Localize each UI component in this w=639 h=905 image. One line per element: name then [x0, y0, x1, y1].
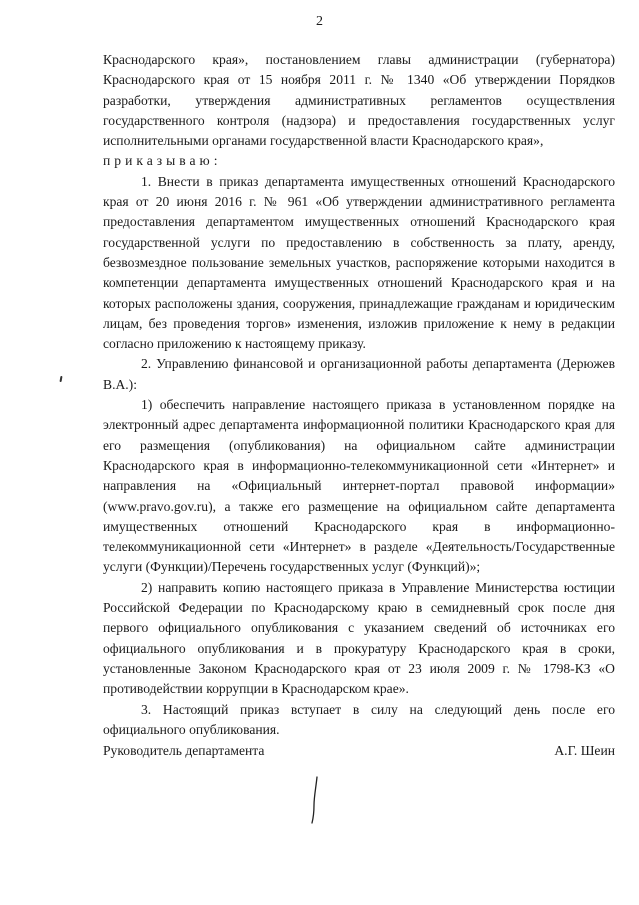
paragraph-order-word: приказываю: [103, 153, 222, 169]
paragraph-item-2-2: 2) направить копию настоящего приказа в Управление Министерства юстиции Российской Федерации по Краснодарскому краю в семидневный срок после дня первого официального опубликования с указанием сведений об источниках его официального опубликования и в прокуратуру Краснодарского края в сроки, установленные Законом Краснодарского края от 23 июля 2009 г. № 1798-КЗ «О противодействии коррупции в Краснодарском крае». [103, 579, 615, 697]
paragraph-intro: Краснодарского края», постановлением главы администрации (губернатора) Краснодарского края от 15 ноября 2011 г. № 1340 «Об утверждении Порядков разработки, утверждения административных регламентов осуществления государственного контроля (надзора) и предоставления государственных услуг исполнительными органами государственной власти Краснодарского края», [103, 52, 615, 149]
handwritten-signature-mark [308, 775, 322, 825]
margin-mark [59, 376, 62, 382]
paragraph-item-2: 2. Управлению финансовой и организационной работы департамента (Дерюжев В.А.): [103, 356, 615, 392]
page-number: 2 [316, 14, 323, 29]
document-body [103, 50, 615, 740]
paragraph-item-1: 1. Внести в приказ департамента имущественных отношений Краснодарского края от 20 июня 2016 г. № 961 «Об утверждении административного регламента предоставления департаментом имущественных отношений Краснодарского края государственной услуги по предоставлению в собственность за плату, аренду, безвозмездное пользование земельных участков, распоряжение которыми находится в компетенции департамента имущественных отношений Краснодарского края и на которых расположены здания, сооружения, принадлежащие гражданам и юридическим лицам, без проведения торгов» изменения, изложив приложение к нему в редакции согласно приложению к настоящему приказу. [103, 173, 615, 352]
paragraph-item-3: 3. Настоящий приказ вступает в силу на следующий день после его официального опубликования. [103, 701, 615, 737]
signature-name: А.Г. Шеин [554, 743, 615, 758]
paragraph-item-2-1: 1) обеспечить направление настоящего приказа в установленном порядке на электронный адрес департамента информационной политики Краснодарского края для его размещения (опубликования) на официальном сайте администрации Краснодарского края в информационно-телекоммуникационной сети «Интернет» и направления на «Официальный интернет-портал правовой информации» (www.pravo.gov.ru), а также его размещение на официальном сайте департамента имущественных отношений Краснодарского края в информационно-телекоммуникационной сети «Интернет» в разделе «Деятельность/Государственные услуги (Функции)/Перечень государственных услуг (Функций)»; [103, 397, 615, 575]
signature-title: Руководитель департамента [103, 743, 265, 758]
